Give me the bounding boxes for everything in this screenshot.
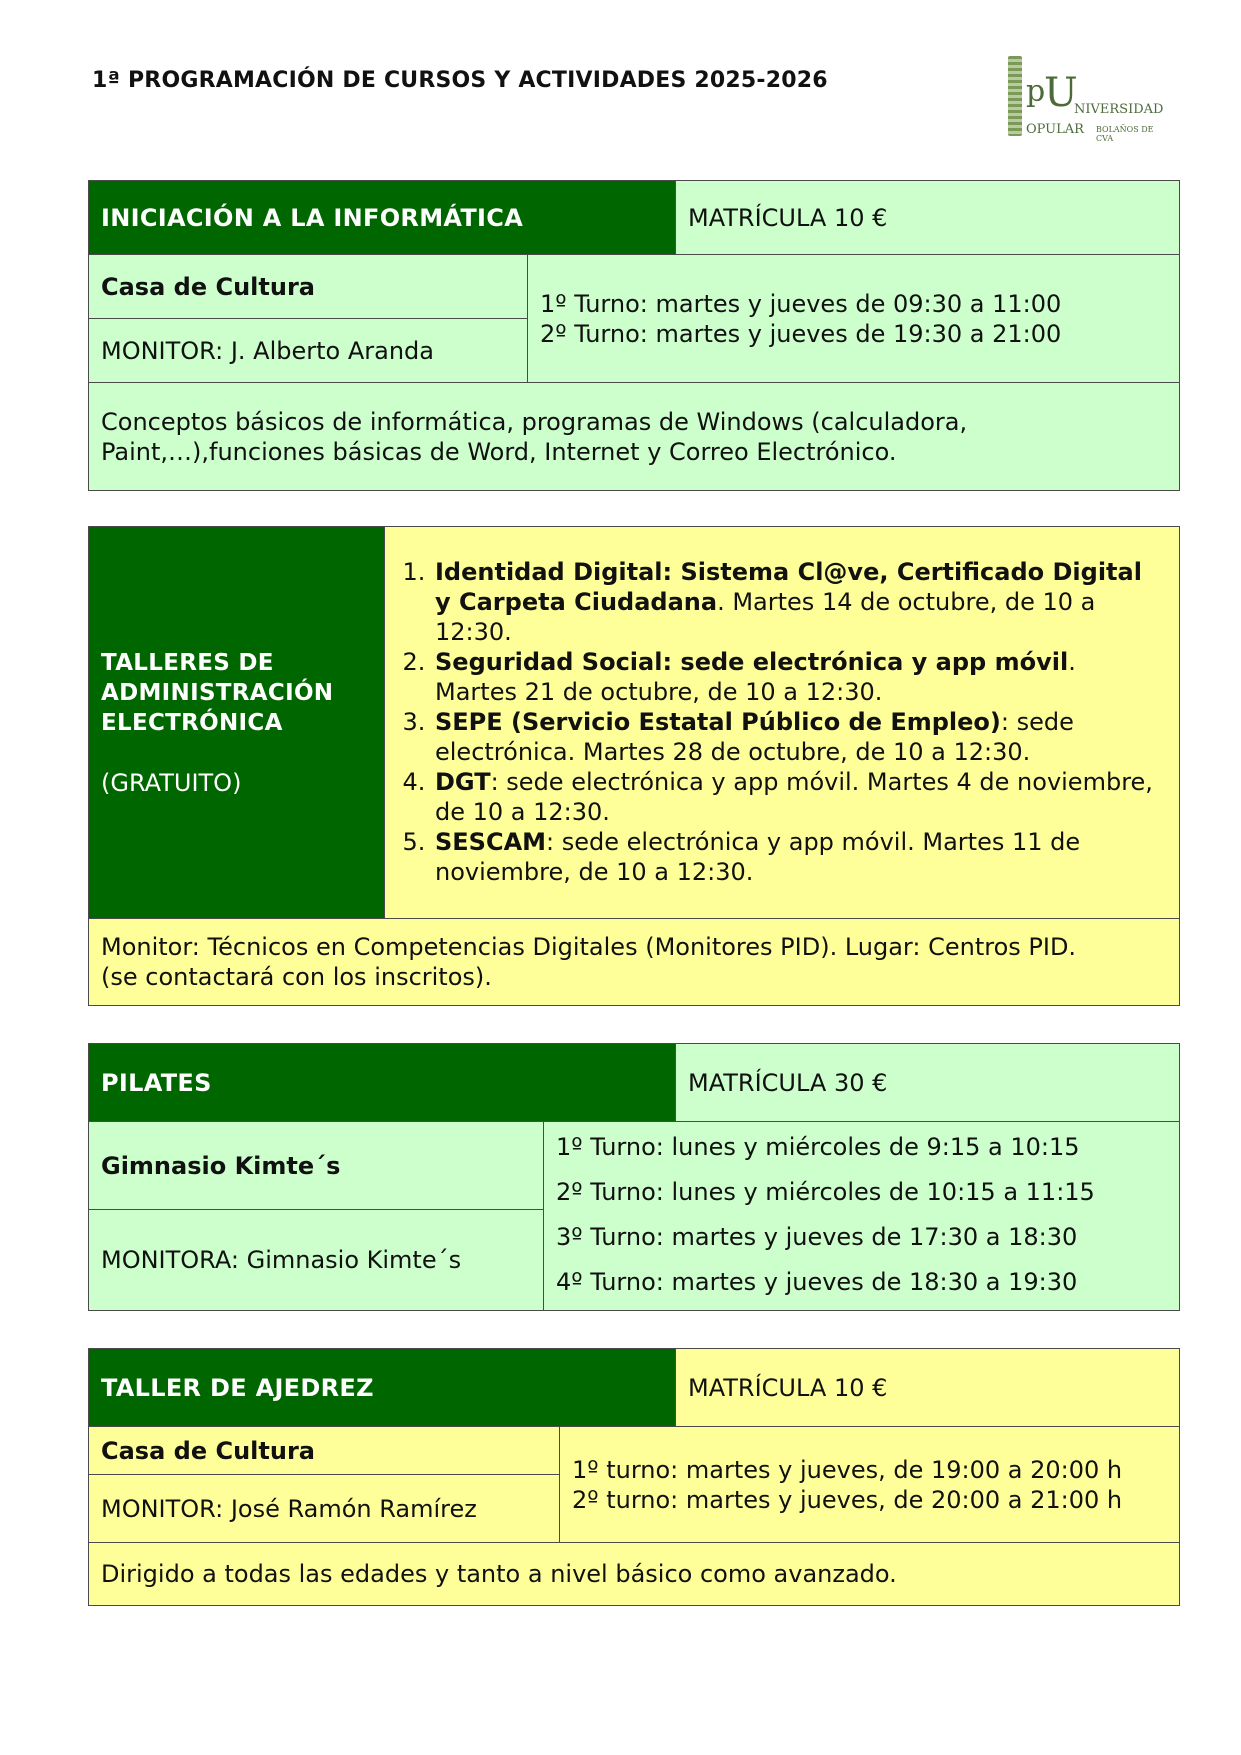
course-fee: MATRÍCULA 30 €	[676, 1044, 1179, 1122]
course-informatica	[88, 180, 1180, 491]
schedule-line: 3º Turno: martes y jueves de 17:30 a 18:30	[556, 1223, 1078, 1251]
course-location: Casa de Cultura	[89, 255, 528, 319]
logo-letter-u: U	[1044, 70, 1078, 116]
logo-line3: BOLAÑOS DE CVA	[1096, 125, 1154, 143]
course-fee: (GRATUITO)	[101, 768, 242, 797]
schedule-line: 2º turno: martes y jueves, de 20:00 a 21:00 h	[572, 1485, 1123, 1514]
course-schedule	[560, 1427, 1179, 1543]
schedule-line: 1º Turno: martes y jueves de 09:30 a 11:00	[540, 289, 1062, 318]
course-administracion	[88, 526, 1180, 1006]
logo-line1: NIVERSIDAD	[1074, 102, 1164, 117]
list-item: 3. SEPE (Servicio Estatal Público de Empleo): sede electrónica. Martes 28 de octubre, de 10 a 12:30.	[433, 707, 1165, 767]
list-item: 1. Identidad Digital: Sistema Cl@ve, Certificado Digital y Carpeta Ciudadana. Martes 14 de octubre, de 10 a 12:30.	[433, 557, 1165, 647]
course-pilates	[88, 1043, 1180, 1311]
logo-line2: OPULAR	[1026, 122, 1084, 137]
course-fee: MATRÍCULA 10 €	[676, 181, 1179, 255]
column-emblem-icon	[1008, 56, 1022, 136]
course-description: Conceptos básicos de informática, programas de Windows (calculadora, Paint,…),funciones básicas de Word, Internet y Correo Electrónico.	[89, 383, 1179, 490]
schedule-line: 1º turno: martes y jueves, de 19:00 a 20:00 h	[572, 1455, 1123, 1484]
universidad-popular-logo	[998, 52, 1164, 143]
logo-letter-p: p	[1026, 74, 1046, 109]
title-line: ELECTRÓNICA	[101, 709, 283, 736]
course-ajedrez	[88, 1348, 1180, 1606]
course-title: INICIACIÓN A LA INFORMÁTICA	[89, 181, 676, 255]
list-item: 4. DGT: sede electrónica y app móvil. Martes 4 de noviembre, de 10 a 12:30.	[433, 767, 1165, 827]
schedule-line: 1º Turno: lunes y miércoles de 9:15 a 10:15	[556, 1133, 1080, 1161]
course-title: PILATES	[89, 1044, 676, 1122]
course-location: Gimnasio Kimte´s	[89, 1122, 544, 1210]
course-title	[89, 527, 385, 919]
course-location: Casa de Cultura	[89, 1427, 560, 1475]
footer-line: (se contactará con los inscritos).	[101, 963, 492, 991]
course-fee: MATRÍCULA 10 €	[676, 1349, 1179, 1427]
title-line: TALLERES DE	[101, 649, 274, 676]
schedule-line: 2º Turno: martes y jueves de 19:30 a 21:00	[540, 319, 1062, 348]
course-monitor: MONITOR: José Ramón Ramírez	[89, 1475, 560, 1543]
workshop-list	[385, 527, 1179, 919]
course-schedule	[528, 255, 1179, 383]
list-item: 2. Seguridad Social: sede electrónica y app móvil. Martes 21 de octubre, de 10 a 12:30.	[433, 647, 1165, 707]
footer-line: Monitor: Técnicos en Competencias Digitales (Monitores PID). Lugar: Centros PID.	[101, 933, 1077, 961]
course-schedule	[544, 1122, 1179, 1310]
course-monitor: MONITOR: J. Alberto Aranda	[89, 319, 528, 383]
course-footer	[89, 919, 1179, 1005]
title-line: ADMINISTRACIÓN	[101, 679, 334, 706]
course-description: Dirigido a todas las edades y tanto a nivel básico como avanzado.	[89, 1543, 1179, 1605]
schedule-line: 4º Turno: martes y jueves de 18:30 a 19:30	[556, 1268, 1078, 1296]
list-item: 5. SESCAM: sede electrónica y app móvil. Martes 11 de noviembre, de 10 a 12:30.	[433, 827, 1165, 887]
course-monitor: MONITORA: Gimnasio Kimte´s	[89, 1210, 544, 1310]
document-title: 1ª PROGRAMACIÓN DE CURSOS Y ACTIVIDADES 2025-2026	[92, 68, 828, 93]
course-title: TALLER DE AJEDREZ	[89, 1349, 676, 1427]
schedule-line: 2º Turno: lunes y miércoles de 10:15 a 11:15	[556, 1178, 1095, 1206]
